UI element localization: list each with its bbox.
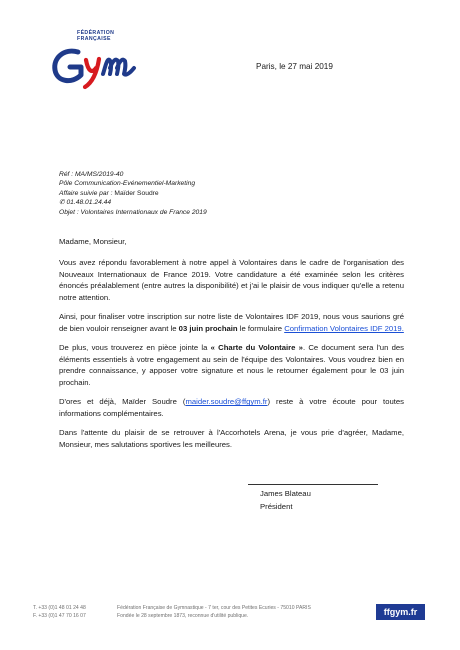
logo-line-francaise: FRANÇAISE — [77, 36, 111, 42]
logo-line-federation: FÉDÉRATION — [77, 30, 115, 36]
reference-block — [59, 170, 207, 217]
footer-contact — [33, 604, 86, 621]
footer-founded: Fondée le 28 septembre 1873, reconnue d'utilité publique. — [117, 613, 249, 620]
phone-number: ✆ 01.48.01.24.44 — [59, 199, 112, 207]
case-handler — [59, 189, 207, 198]
footer-address: Fédération Française de Gymnastique - 7 ter, cour des Petites Ecuries - 75010 PARIS — [117, 605, 311, 611]
paragraph-3-text-a: De plus, vous trouverez en pièce jointe la — [59, 343, 208, 353]
ffgym-logo — [50, 30, 150, 90]
confirmation-form-link[interactable]: Confirmation Volontaires IDF 2019. — [284, 323, 404, 333]
paragraph-2 — [59, 311, 404, 334]
paragraph-3-text-b: . Ce document sera l'un des éléments essentiels à votre engagement au sein de l'équipe des Volontaires. Vous voudrez bien en prendre connaissance, y apposer votre signature et nous le retourner également pour le 03 juin prochain. — [59, 343, 404, 387]
footer-fax: F. +33 (0)1 47 70 16 07 — [33, 613, 86, 620]
contact-email-link[interactable]: maider.soudre@ffgym.fr — [185, 397, 268, 407]
paragraph-3 — [59, 342, 404, 388]
paragraph-2-text-a: Ainsi, pour finaliser votre inscription sur notre liste de Volontaires IDF 2019, nous vous saurions gré de bien vouloir renseigner avant le — [59, 312, 404, 333]
website-badge[interactable]: ffgym.fr — [376, 604, 425, 620]
gym-logo-mark — [50, 38, 150, 90]
letter-body — [59, 236, 404, 459]
paragraph-4-text-b: ) reste à votre écoute pour toutes informations complémentaires. — [59, 397, 404, 418]
footer-organization — [117, 604, 311, 621]
paragraph-1: Vous avez répondu favorablement à notre appel à Volontaires dans le cadre de l'organisation des Nouveaux Internationaux de France 2019. Votre candidature a été examinée selon les critères énoncés préalablement (entre autres la disponibilité) et j'ai le plaisir de vous indiquer qu'elle a retenu notre attention. — [59, 258, 404, 302]
paragraph-4 — [59, 396, 404, 419]
deadline-date: 03 juin prochain — [178, 323, 238, 333]
paragraph-4-text-a: D'ores et déjà, Maïder Soudre ( — [59, 397, 186, 407]
case-handler-label: Affaire suivie par : — [59, 189, 113, 197]
reference-number: Réf : MA/MS/2019-40 — [59, 171, 124, 178]
case-handler-name: Maïder Soudre — [114, 189, 159, 197]
charter-title: « Charte du Volontaire » — [210, 343, 303, 353]
paragraph-2-text-b: le formulaire — [239, 323, 283, 333]
department: Pôle Communication-Evénementiel-Marketing — [59, 180, 196, 188]
letter-subject: Objet : Volontaires Internationaux de France 2019 — [59, 208, 207, 216]
paragraph-5: Dans l'attente du plaisir de se retrouver à l'Accorhotels Arena, je vous prie d'agréer, Madame, Monsieur, mes salutations sportives les meilleures. — [59, 428, 404, 449]
signature-block — [260, 487, 311, 513]
letter-date: Paris, le 27 mai 2019 — [256, 62, 333, 71]
footer-telephone: T. +33 (0)1 48 01 24 48 — [33, 605, 86, 611]
signatory-name: James Blateau — [260, 489, 311, 498]
signatory-title: Président — [260, 502, 293, 511]
signature-line — [248, 484, 378, 485]
greeting: Madame, Monsieur, — [59, 237, 127, 246]
